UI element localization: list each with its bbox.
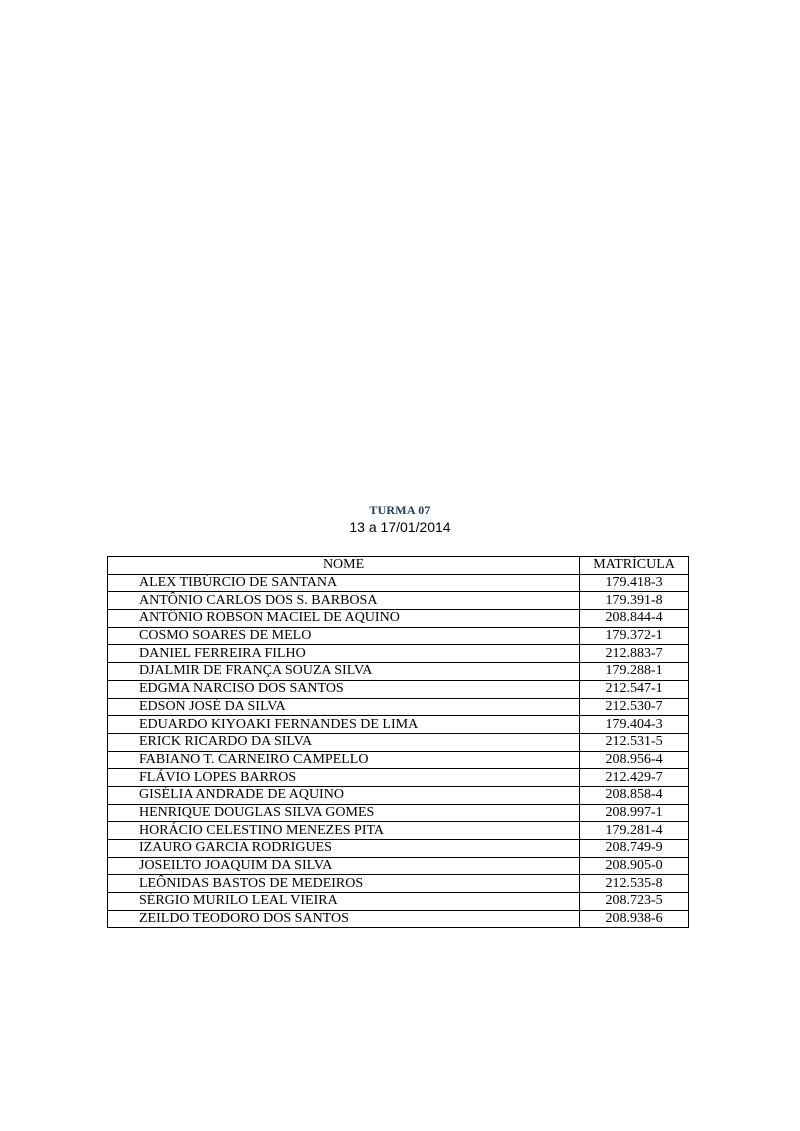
cell-matricula: 212.429-7 xyxy=(580,769,689,787)
page-title: TURMA 07 xyxy=(369,503,431,517)
cell-nome: FABIANO T. CARNEIRO CAMPELLO xyxy=(108,751,580,769)
cell-matricula: 208.749-9 xyxy=(580,840,689,858)
table-row xyxy=(108,733,689,751)
date-range: 13 a 17/01/2014 xyxy=(349,519,451,535)
cell-nome: ZEILDO TEODORO DOS SANTOS xyxy=(108,910,580,928)
table-row xyxy=(108,840,689,858)
table-row xyxy=(108,645,689,663)
roster-table-body xyxy=(108,574,689,928)
table-row xyxy=(108,857,689,875)
table-row xyxy=(108,875,689,893)
cell-matricula: 179.288-1 xyxy=(580,663,689,681)
cell-nome: COSMO SOARES DE MELO xyxy=(108,627,580,645)
roster-table xyxy=(107,556,689,928)
table-row xyxy=(108,910,689,928)
cell-nome: EDUARDO KIYOAKI FERNANDES DE LIMA xyxy=(108,716,580,734)
cell-matricula: 208.997-1 xyxy=(580,804,689,822)
cell-matricula: 208.905-0 xyxy=(580,857,689,875)
table-row xyxy=(108,804,689,822)
table-row xyxy=(108,610,689,628)
cell-nome: JOSEILTO JOAQUIM DA SILVA xyxy=(108,857,580,875)
cell-nome: SÉRGIO MURILO LEAL VIEIRA xyxy=(108,893,580,911)
cell-nome: DJALMIR DE FRANÇA SOUZA SILVA xyxy=(108,663,580,681)
cell-matricula: 208.723-5 xyxy=(580,893,689,911)
cell-nome: FLÁVIO LOPES BARROS xyxy=(108,769,580,787)
cell-matricula: 212.883-7 xyxy=(580,645,689,663)
cell-nome: LEÔNIDAS BASTOS DE MEDEIROS xyxy=(108,875,580,893)
cell-nome: ERICK RICARDO DA SILVA xyxy=(108,733,580,751)
cell-matricula: 179.281-4 xyxy=(580,822,689,840)
cell-nome: DANIEL FERREIRA FILHO xyxy=(108,645,580,663)
cell-matricula: 212.530-7 xyxy=(580,698,689,716)
table-row xyxy=(108,716,689,734)
cell-matricula: 179.418-3 xyxy=(580,574,689,592)
cell-matricula: 179.372-1 xyxy=(580,627,689,645)
table-row xyxy=(108,574,689,592)
column-header-nome: NOME xyxy=(108,557,580,575)
cell-matricula: 212.547-1 xyxy=(580,680,689,698)
cell-matricula: 179.391-8 xyxy=(580,592,689,610)
table-row xyxy=(108,698,689,716)
cell-nome: EDSON JOSÉ DA SILVA xyxy=(108,698,580,716)
cell-matricula: 208.956-4 xyxy=(580,751,689,769)
cell-matricula: 179.404-3 xyxy=(580,716,689,734)
cell-nome: ANTÔNIO ROBSON MACIEL DE AQUINO xyxy=(108,610,580,628)
cell-matricula: 208.938-6 xyxy=(580,910,689,928)
cell-nome: GISÉLIA ANDRADE DE AQUINO xyxy=(108,786,580,804)
cell-matricula: 208.858-4 xyxy=(580,786,689,804)
cell-matricula: 208.844-4 xyxy=(580,610,689,628)
table-row xyxy=(108,592,689,610)
cell-nome: IZAURO GARCIA RODRIGUES xyxy=(108,840,580,858)
roster-table-header xyxy=(108,557,689,575)
cell-matricula: 212.531-5 xyxy=(580,733,689,751)
table-row xyxy=(108,680,689,698)
cell-matricula: 212.535-8 xyxy=(580,875,689,893)
cell-nome: ALEX TIBÚRCIO DE SANTANA xyxy=(108,574,580,592)
cell-nome: EDGMA NARCISO DOS SANTOS xyxy=(108,680,580,698)
table-row xyxy=(108,893,689,911)
cell-nome: HORÁCIO CELESTINO MENEZES PITA xyxy=(108,822,580,840)
table-row xyxy=(108,769,689,787)
column-header-matricula: MATRÍCULA xyxy=(580,557,689,575)
table-row xyxy=(108,786,689,804)
table-row xyxy=(108,627,689,645)
table-row xyxy=(108,663,689,681)
header-row xyxy=(108,557,689,575)
table-row xyxy=(108,822,689,840)
cell-nome: ANTÔNIO CARLOS DOS S. BARBOSA xyxy=(108,592,580,610)
cell-nome: HENRIQUE DOUGLAS SILVA GOMES xyxy=(108,804,580,822)
table-row xyxy=(108,751,689,769)
